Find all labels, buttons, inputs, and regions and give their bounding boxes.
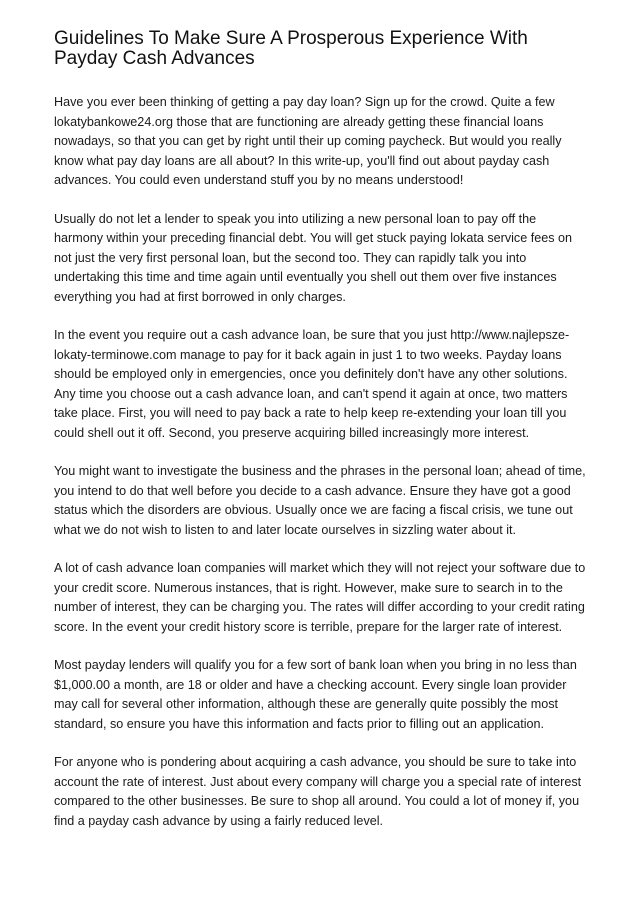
- paragraph-3: In the event you require out a cash advance loan, be sure that you just http://www.najlepsze-lokaty-terminowe.com manage to pay for it back again in just 1 to two weeks. Payday loans should be employed only in emergencies, once you definitely don't have any other solutions. Any time you choose out a cash advance loan, and can't spend it again at once, two matters take place. First, you will need to pay back a rate to help keep re-extending your loan till you could shell out it off. Second, you preserve acquiring billed increasingly more interest.: [54, 328, 570, 440]
- paragraph-1: Have you ever been thinking of getting a pay day loan? Sign up for the crowd. Quite a few lokatybankowe24.org those that are functioning are already getting these financial loans nowadays, so that you can get by right until their up coming paycheck. But would you really know what pay day loans are all about? In this write-up, you'll find out about payday cash advances. You could even understand stuff you by no means understood!: [54, 95, 562, 187]
- document-title: Guidelines To Make Sure A Prosperous Experience With Payday Cash Advances: [54, 28, 528, 69]
- paragraph-5: A lot of cash advance loan companies will market which they will not reject your software due to your credit score. Numerous instances, that is right. However, make sure to search in to the number of interest, they can be charging you. The rates will differ according to your credit rating score. In the event your credit history score is terrible, prepare for the larger rate of interest.: [54, 561, 586, 634]
- paragraph-7: For anyone who is pondering about acquiring a cash advance, you should be sure to take into account the rate of interest. Just about every company will charge you a special rate of interest compared to the other businesses. Be sure to shop all around. You could a lot of money if, you find a payday cash advance by using a fairly reduced level.: [54, 755, 582, 828]
- paragraph-6: Most payday lenders will qualify you for a few sort of bank loan when you bring in no less than $1,000.00 a month, are 18 or older and have a checking account. Every single loan provider may call for several other information, although these are generally quite possibly the most standard, so ensure you have this information and facts prior to filling out an application.: [54, 658, 577, 731]
- document-page: [54, 29, 586, 850]
- paragraph-2: Usually do not let a lender to speak you into utilizing a new personal loan to pay off the harmony within your preceding financial debt. You will get stuck paying lokata service fees on not just the very first personal loan, but the second too. They can rapidly talk you into undertaking this time and time again until eventually you shell out them over five instances everything you had at first borrowed in only charges.: [54, 211, 573, 304]
- paragraph-4: You might want to investigate the business and the phrases in the personal loan; ahead of time, you intend to do that well before you decide to a cash advance. Ensure they have got a good status which the disorders are obvious. Usually once we are facing a fiscal crisis, we tune out what we do not wish to listen to and later locate ourselves in sizzling water about it.: [54, 464, 586, 537]
